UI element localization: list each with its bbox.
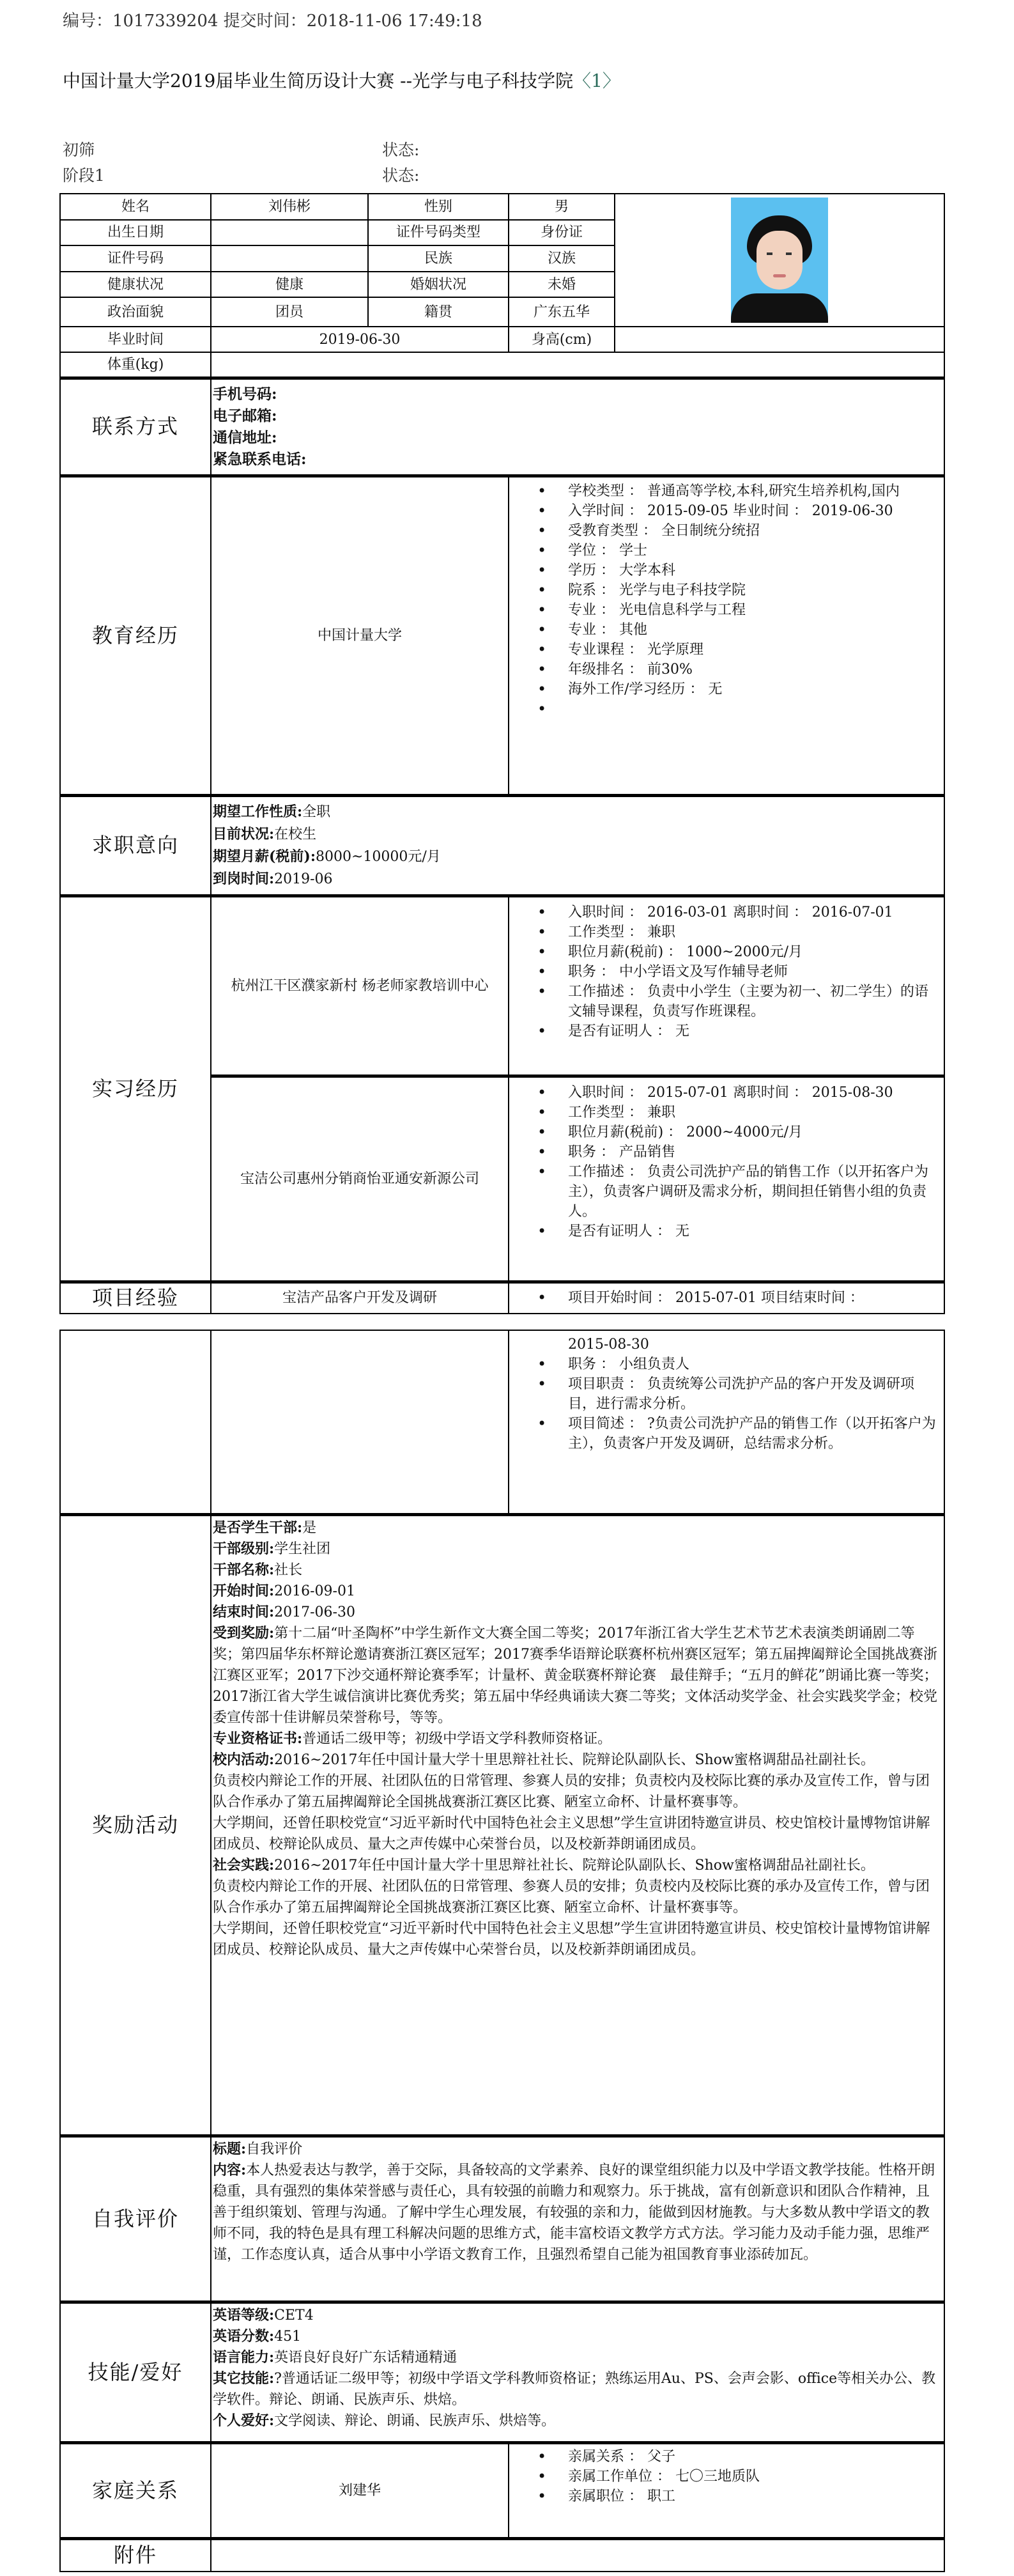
language-row: 语言能力:英语良好良好广东话精通精通 (213, 2348, 457, 2366)
detail-item: • 职位月薪(税前) ： 2000~4000元/月 (568, 1122, 944, 1142)
campus-activity-p2: 负责校内辩论工作的开展、社团队伍的日常管理、参赛人员的安排；负责校内及校际比赛的承办及宣传工作，曾与团队合作承办了第五届捭阖辩论全国挑战赛浙江赛区比赛、陋室立命杯、计量杯赛事等。 (213, 1773, 930, 1810)
submission-meta: 编号：1017339204 提交时间：2018-11-06 17:49:18 (63, 12, 482, 31)
intent-nature: 期望工作性质:全职 (213, 803, 331, 820)
cadre-end-row: 结束时间:2017-06-30 (213, 1603, 355, 1620)
idno-label: 证件号码 (60, 245, 211, 272)
detail-item: • 专业 ： 其他 (568, 620, 944, 640)
weight-value (211, 352, 944, 378)
stage-1: 阶段1 (63, 166, 105, 185)
ethnic-label: 民族 (368, 245, 509, 272)
photo-cell (615, 194, 944, 327)
project-continued-label (60, 1330, 211, 1514)
stage-initial: 初筛 (63, 141, 95, 159)
education-details (509, 481, 944, 699)
detail-item: • 工作类型 ： 兼职 (568, 1103, 944, 1122)
name-value: 刘伟彬 (211, 194, 368, 220)
emergency-phone-label: 紧急联系电话: (213, 450, 307, 468)
social-practice-row: 社会实践:2016~2017年任中国计量大学十里思辩社社长、院辩论队副队长、Show蜜格调甜品社副社长。 (213, 1856, 875, 1874)
intent-salary: 期望月薪(税前):8000~10000元/月 (213, 848, 441, 865)
intent-section-title: 求职意向 (60, 795, 211, 896)
internship-details (509, 1083, 944, 1241)
cadre-level-row: 干部级别:学生社团 (213, 1540, 331, 1557)
page-title (63, 67, 620, 93)
campus-activity-p3: 大学期间，还曾任职校党宣“习近平新时代中国特色社会主义思想”学生宣讲团特邀宣讲员、校史馆校计量博物馆讲解团成员、校辩论队成员、量大之声传媒中心荣誉台员，以及校新莽朗诵团成员。 (213, 1815, 930, 1852)
email-label: 电子邮箱: (213, 407, 277, 424)
project-section-title: 项目经验 (60, 1282, 211, 1314)
political-value: 团员 (211, 297, 368, 327)
detail-item: • 亲属关系 ： 父子 (568, 2447, 944, 2467)
detail-item: • 项目简述 ： ?负责公司洗护产品的销售工作（以开拓客户为主），负责客户开发及调研，总结需求分析。 (568, 1414, 944, 1454)
social-practice-p2: 负责校内辩论工作的开展、社团队伍的日常管理、参赛人员的安排；负责校内及校际比赛的承办及宣传工作，曾与团队合作承办了第五届捭阖辩论全国挑战赛浙江赛区比赛、陋室立命杯、计量杯赛事等。 (213, 1878, 930, 1916)
honors-row: 受到奖励:第十二届“叶圣陶杯”中学生新作文大赛全国二等奖；2017年浙江省大学生艺术节艺术表演类朗诵剧二等奖；第四届华东杯辩论邀请赛浙江赛区冠军；2017赛季华语辩论联赛杯杭州赛区冠军；第五届捭阖辩论全国挑战赛浙江赛区亚军；2017下沙交通杯辩论赛季军；计量杯、黄金联赛杯辩论赛 最佳辩手；“五月的鲜花”朗诵比赛一等奖；2017浙江省大学生诚信演讲比赛优秀奖；第五届中华经典诵读大赛二等奖；文体活动奖学金、社会实践奖学金；校党委宣传部十佳讲解员荣誉称号，等等。 (213, 1624, 938, 1726)
detail-item: • 学校类型 ： 普通高等学校,本科,研究生培养机构,国内 (568, 481, 944, 501)
detail-item: • 入职时间 ： 2015-07-01 离职时间 ： 2015-08-30 (568, 1083, 944, 1103)
gender-value: 男 (509, 194, 615, 220)
title-text: 中国计量大学2019届毕业生简历设计大赛 --光学与电子科技学院 (63, 70, 574, 91)
health-value: 健康 (211, 272, 368, 298)
detail-item: • 是否有证明人 ： 无 (568, 1021, 944, 1041)
project-end-date: 2015-08-30 (568, 1337, 649, 1353)
ethnic-value: 汉族 (509, 245, 615, 272)
idtype-value: 身份证 (509, 220, 615, 246)
cadre-start-row: 开始时间:2016-09-01 (213, 1582, 355, 1599)
address-label: 通信地址: (213, 428, 277, 446)
other-skills-row: 其它技能:?普通话证二级甲等；初级中学语文学科教师资格证；熟练运用Au、PS、会声会影、office等相关办公、教学软件。辩论、朗诵、民族声乐、烘焙。 (213, 2370, 936, 2408)
project-details (509, 1335, 944, 1454)
height-value (615, 327, 944, 352)
detail-item: • 专业课程 ： 光学原理 (568, 640, 944, 660)
self-eval-content: 内容:本人热爱表达与教学，善于交际，具备较高的文学素养、良好的课堂组织能力以及中学语文教学技能。性格开朗稳重，具有强烈的集体荣誉感与责任心，具有较强的前瞻力和观察力。乐于挑战，富有创新意识和团队合作精神，且善于组织策划、管理与沟通。了解中学生心理发展，有较强的亲和力，能做到因材施教。与大多数从教中学语文的教师不同，我的特色是具有理工科解决问题的思维方式，能丰富校语文教学方式方法。学习能力及动手能力强，思维严谨，工作态度认真，适合从事中小学语文教育工作，且强烈希望自己能为祖国教育事业添砖加瓦。 (213, 2161, 935, 2263)
idno-value (211, 245, 368, 272)
intent-arrival: 到岗时间:2019-06 (213, 870, 333, 887)
detail-item: • 亲属工作单位 ： 七〇三地质队 (568, 2467, 944, 2487)
hobby-row: 个人爱好:文学阅读、辩论、朗诵、民族声乐、烘焙等。 (213, 2412, 556, 2429)
family-details (509, 2447, 944, 2506)
self-eval-title: 标题:自我评价 (213, 2140, 303, 2157)
phone-label: 手机号码: (213, 385, 277, 403)
education-school: 中国计量大学 (211, 476, 509, 795)
origin-label: 籍贯 (368, 297, 509, 327)
birth-label: 出生日期 (60, 220, 211, 246)
marital-value: 未婚 (509, 272, 615, 298)
detail-item: • 职务 ： 中小学语文及写作辅导老师 (568, 962, 944, 982)
family-section-title: 家庭关系 (60, 2442, 211, 2538)
detail-item: • 亲属职位 ： 职工 (568, 2487, 944, 2506)
internship-details (509, 903, 944, 1041)
origin-value: 广东五华 (509, 297, 615, 327)
attachment-section-title: 附件 (60, 2538, 211, 2572)
birth-value (211, 220, 368, 246)
english-score-row: 英语分数:451 (213, 2327, 302, 2345)
detail-item: • 学位 ： 学士 (568, 541, 944, 561)
grad-label: 毕业时间 (60, 327, 211, 352)
gender-label: 性别 (368, 194, 509, 220)
cadre-row: 是否学生干部:是 (213, 1519, 317, 1536)
project-continued-name (211, 1330, 509, 1514)
detail-item: • 工作描述 ： 负责中小学生（主要为初一、初二学生）的语文辅导课程，负责写作班课程。 (568, 982, 944, 1021)
detail-item: • 专业 ： 光电信息科学与工程 (568, 600, 944, 620)
internship-company: 宝洁公司惠州分销商怡亚通安新源公司 (211, 1076, 509, 1282)
detail-item: • 职务 ： 小组负责人 (568, 1354, 944, 1374)
internship-section-title: 实习经历 (60, 896, 211, 1282)
cadre-title-row: 干部名称:社长 (213, 1561, 303, 1578)
internship-company: 杭州江干区濮家新村 杨老师家教培训中心 (211, 896, 509, 1076)
certificate-row: 专业资格证书:普通话二级甲等；初级中学语文学科教师资格证。 (213, 1730, 612, 1747)
skills-section-title: 技能/爱好 (60, 2302, 211, 2442)
family-member-name: 刘建华 (211, 2442, 509, 2538)
name-label: 姓名 (60, 194, 211, 220)
contact-section-title: 联系方式 (60, 378, 211, 476)
status-label: 状态: (382, 166, 420, 185)
detail-item: • 工作描述 ： 负责公司洗护产品的销售工作（以开拓客户为主），负责客户调研及需求分析，期间担任销售小组的负责人。 (568, 1162, 944, 1222)
detail-item: • 项目职责 ： 负责统筹公司洗护产品的客户开发及调研项目，进行需求分析。 (568, 1374, 944, 1414)
detail-item: • 职位月薪(税前) ： 1000~2000元/月 (568, 942, 944, 962)
resume-table-page2 (59, 1330, 945, 2572)
detail-item: • 工作类型 ： 兼职 (568, 922, 944, 942)
resume-table-page1 (59, 193, 945, 1314)
health-label: 健康状况 (60, 272, 211, 298)
detail-item: • 是否有证明人 ： 无 (568, 1222, 944, 1241)
page-marker: 〈1〉 (573, 70, 620, 91)
marital-label: 婚姻状况 (368, 272, 509, 298)
idtype-label: 证件号码类型 (368, 220, 509, 246)
detail-item: • 入学时间 ： 2015-09-05 毕业时间 ： 2019-06-30 (568, 501, 944, 521)
detail-item: • 职务 ： 产品销售 (568, 1142, 944, 1162)
attachment-content (211, 2538, 944, 2572)
detail-item: • 受教育类型 ： 全日制统分统招 (568, 521, 944, 541)
detail-item: • 入职时间 ： 2016-03-01 离职时间 ： 2016-07-01 (568, 903, 944, 922)
detail-item: • 年级排名 ： 前30% (568, 660, 944, 679)
profile-photo (731, 198, 828, 323)
project-name: 宝洁产品客户开发及调研 (211, 1282, 509, 1314)
campus-activity-row: 校内活动:2016~2017年任中国计量大学十里思辩社社长、院辩论队副队长、Show蜜格调甜品社副社长。 (213, 1751, 875, 1768)
detail-item: • 院系 ： 光学与电子科技学院 (568, 580, 944, 600)
english-level-row: 英语等级:CET4 (213, 2306, 314, 2324)
detail-item: • 海外工作/学习经历 ： 无 (568, 679, 944, 699)
detail-item: • 学历 ： 大学本科 (568, 561, 944, 580)
social-practice-p3: 大学期间，还曾任职校党宣“习近平新时代中国特色社会主义思想”学生宣讲团特邀宣讲员、校史馆校计量博物馆讲解团成员、校辩论队成员、量大之声传媒中心荣誉台员，以及校新莽朗诵团成员。 (213, 1920, 930, 1958)
intent-status: 目前状况:在校生 (213, 825, 317, 842)
height-label: 身高(cm) (509, 327, 615, 352)
grad-value: 2019-06-30 (211, 327, 509, 352)
self-eval-section-title: 自我评价 (60, 2136, 211, 2302)
education-section-title: 教育经历 (60, 476, 211, 795)
weight-label: 体重(kg) (60, 352, 211, 378)
awards-section-title: 奖励活动 (60, 1514, 211, 2136)
political-label: 政治面貌 (60, 297, 211, 327)
project-start: • 项目开始时间 ： 2015-07-01 项目结束时间 ： (509, 1288, 944, 1308)
status-label: 状态: (382, 141, 420, 159)
